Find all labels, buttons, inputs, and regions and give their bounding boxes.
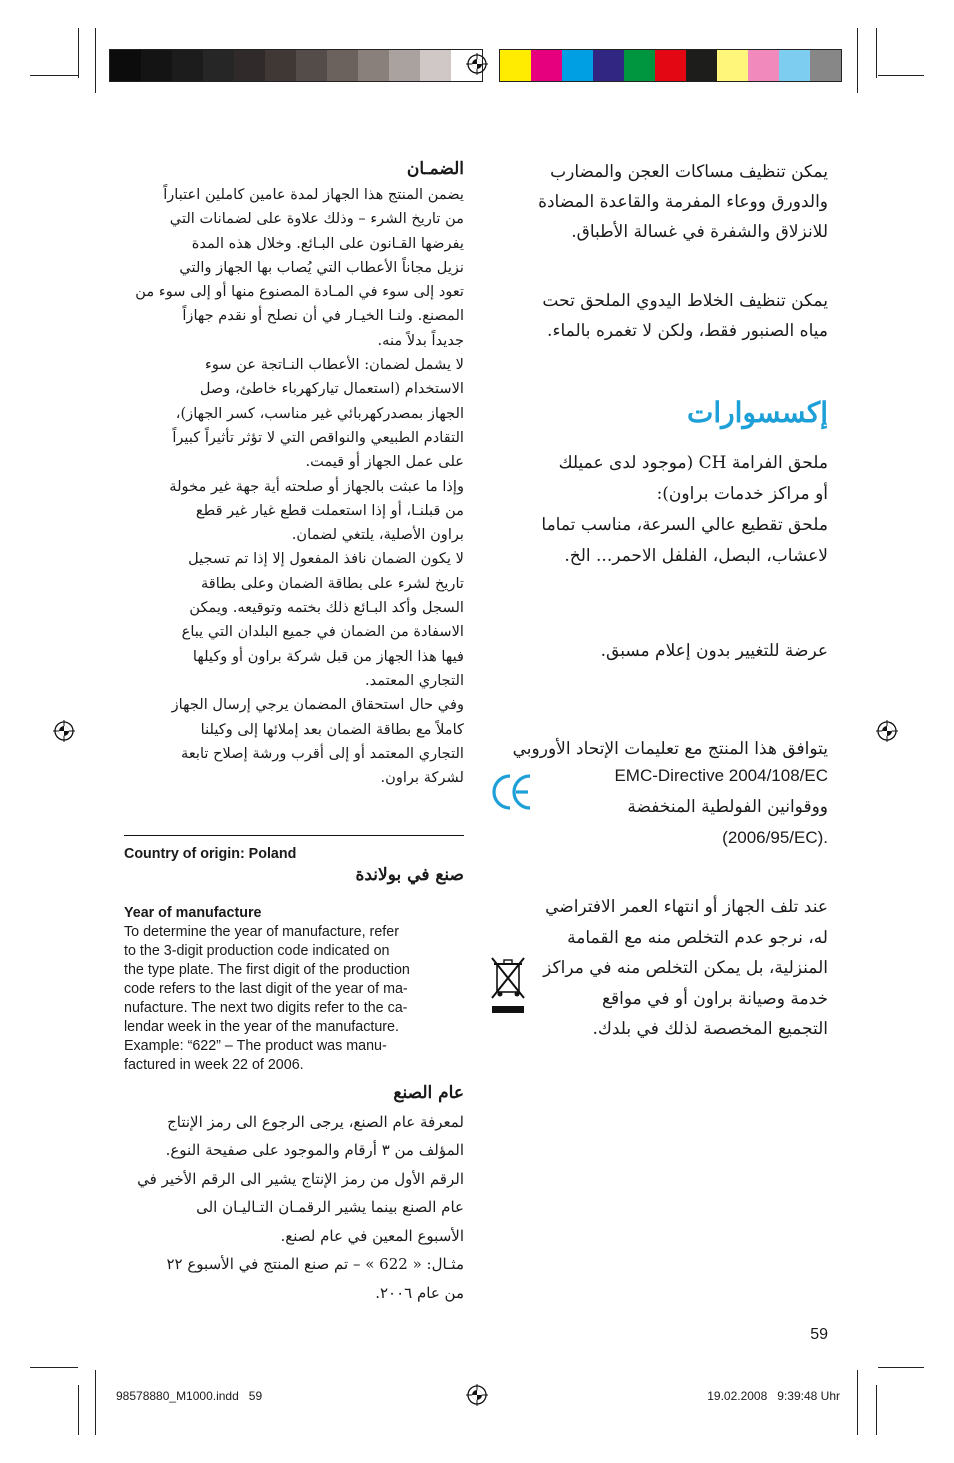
gray-swatch-10 <box>389 50 420 81</box>
color-swatch-8 <box>717 50 748 81</box>
year-of-manufacture-en <box>124 904 464 1075</box>
grayscale-swatch-bar <box>109 49 483 82</box>
ce-conformity-line-3: ووقوانين الفولطية المنخفضة <box>627 797 828 817</box>
footer-timestamp: 19.02.2008 9:39:48 Uhr <box>707 1389 840 1403</box>
accessories-text: ملحق الفرامة CH (موجود لدى عميلك أو مراكز خدمات براون): ملحق تقطيع عالي السرعة، مناسب تماما لاعشاب، البصل، الفلفل الاحمر... الخ. <box>541 453 828 566</box>
color-swatch-1 <box>500 50 531 81</box>
page-number: 59 <box>810 1326 828 1343</box>
color-swatch-bar <box>499 49 842 82</box>
crop-mark-bottom-right-v2 <box>857 1370 858 1435</box>
gray-swatch-2 <box>141 50 172 81</box>
subject-to-change-text: عرضة للتغيير بدون إعلام مسبق. <box>600 641 828 661</box>
ce-mark-logo <box>492 770 532 814</box>
crop-mark-top-left-h <box>30 75 78 76</box>
crop-mark-top-right-v2 <box>857 28 858 93</box>
crop-mark-top-right-h <box>878 75 924 76</box>
color-swatch-3 <box>562 50 593 81</box>
crop-mark-bottom-right-h <box>878 1367 924 1368</box>
gray-swatch-9 <box>358 50 389 81</box>
color-swatch-7 <box>686 50 717 81</box>
year-text-ar: لمعرفة عام الصنع، يرجى الرجوع الى رمز الإنتاج المؤلف من ٣ أرقام والموجود على صفيحة النوع. الرقم الأول من رمز الإنتاج يشير الى الرقم الأخير في عام الصنع بينما يشير الرقمـان التـاليـان الى الأسبوع المعين في عام لصنع. مثـال: « 622 » – تم صنع المنتج في الأسبوع ٢٢ من عام ٢٠٠٦. <box>137 1112 464 1302</box>
year-of-manufacture-ar <box>124 1079 464 1307</box>
color-swatch-10 <box>779 50 810 81</box>
guarantee-section <box>124 155 464 790</box>
guarantee-text: يضمن المنتج هذا الجهاز لمدة عامين كاملين اعتباراً من تاريخ الشرء – وذلك علاوة على لضمانات التي يفرضها القـانون على البـائع. وخلال هذه المدة نزيل مجاناً الأعطاب التي يُصاب بها الجهاز والتي تعود إلى سوء في المـادة المصنوع منها أو إلى سوء من المصنع. ولنـا الخيـار في أن نصلح أو نقدم جهازاً جديداً بدلاً منه. لا يشمل لضمان: الأعطاب النـاتجة عن سوء الاستخدام (استعمال تياركهرباء خاطئ، وصل الجهاز بمصدركهربائي غير مناسب، كسر الجهاز)، التقادم الطبيعي والنواقص التي لا تؤثر تأثيراً كبيراً على عمل الجهاز أو قيمت. وإذا ما عبثت بالجهاز أو صلحته أية جهة غير مخولة من قبلنـا، أو إذا استعملت قطع غيار غير قطع براون الأصلية، يلتغي لضمان. لا يكون الضمان نافذ المفعول إلا إذا تم تسجيل تاريخ لشرء على بطاقة الضمان وعلى بطاقة السجل وأكد البـائع ذلك بختمه وتوقيعه. ويمكن الاسفادة من الضمان في جميع البلدان التي يباع فيها هذا الجهاز من قبل شركة براون أو وكيلها التجاري المعتمد. وفي حال استحقاق المضمان يرجي إرسال الجهاز كاملاً مع بطاقة الضمان بعد إملائها إلى وكيلنا التجاري المعتمد أو إلى أقرب ورشة إصلاح تابعة لشركة براون. <box>135 186 464 787</box>
color-swatch-11 <box>810 50 841 81</box>
registration-target-icon <box>53 720 75 742</box>
color-swatch-5 <box>624 50 655 81</box>
crop-mark-top-right-v <box>876 28 877 78</box>
gray-swatch-4 <box>203 50 234 81</box>
gray-swatch-3 <box>172 50 203 81</box>
footer-file-name: 98578880_M1000.indd 59 <box>116 1389 263 1403</box>
crop-mark-top-left-v <box>78 28 79 78</box>
disposal-text: عند تلف الجهاز أو انتهاء العمر الافتراضي له، نرجو عدم التخلص منه مع القمامة المنزلية، بل يمكن التخلص منه في مراكز خدمة وصيانة براون أو في مواقع التجميع المخصصة لذلك في بلدك. <box>543 897 828 1039</box>
year-heading-ar: عام الصنع <box>393 1083 464 1103</box>
crop-mark-bottom-right-v <box>876 1385 877 1435</box>
crop-mark-bottom-left-h <box>30 1367 78 1368</box>
year-text-en: To determine the year of manufacture, refer to the 3-digit production code indicated on the type plate. The first digit of the production code refers to the last digit of the year of ma- nufacture. The next two digits refer to the ca- lendar week in the year of the manufacture. Example: “622” – The product was manu- factured in week 22 of 2006. <box>124 924 410 1073</box>
gray-swatch-1 <box>110 50 141 81</box>
gray-swatch-7 <box>296 50 327 81</box>
guarantee-heading: الضمـان <box>406 159 464 179</box>
crop-mark-bottom-left-v <box>78 1385 79 1435</box>
year-heading-en: Year of manufacture <box>124 905 262 921</box>
color-swatch-6 <box>655 50 686 81</box>
country-of-origin-ar: صنع في بولاندة <box>355 865 464 885</box>
gray-swatch-5 <box>234 50 265 81</box>
country-of-origin-en: Country of origin: Poland <box>124 846 297 862</box>
crossed-out-wheelie-bin-icon <box>488 956 528 1016</box>
cleaning-blender-text: يمكن تنظيف الخلاط اليدوي الملحق تحت مياه الصنبور فقط، ولكن لا تغمره بالماء. <box>542 291 828 341</box>
gray-swatch-8 <box>327 50 358 81</box>
crop-mark-top-left-v2 <box>95 28 96 93</box>
gray-swatch-11 <box>420 50 451 81</box>
cleaning-dishwasher-text: يمكن تنظيف مساكات العجن والمضارب والدورق ووعاء المفرمة والقاعدة المضادة للانزلاق والشفرة في غسالة الأطباق. <box>538 162 828 242</box>
color-swatch-2 <box>531 50 562 81</box>
ce-conformity-line-1: يتوافق هذا المنتج مع تعليمات الإتحاد الأوروبي <box>512 739 828 759</box>
gray-swatch-6 <box>265 50 296 81</box>
accessories-heading: إكسسوارات <box>687 396 828 429</box>
color-swatch-4 <box>593 50 624 81</box>
crop-mark-bottom-left-v2 <box>95 1370 96 1435</box>
registration-target-icon <box>466 1384 488 1406</box>
registration-target-icon <box>466 53 488 75</box>
color-swatch-9 <box>748 50 779 81</box>
section-divider <box>124 835 464 836</box>
registration-target-icon <box>876 720 898 742</box>
ce-conformity-line-4: (2006/95/EC). <box>722 828 828 847</box>
ce-conformity-line-2: EMC-Directive 2004/108/EC <box>614 766 828 785</box>
